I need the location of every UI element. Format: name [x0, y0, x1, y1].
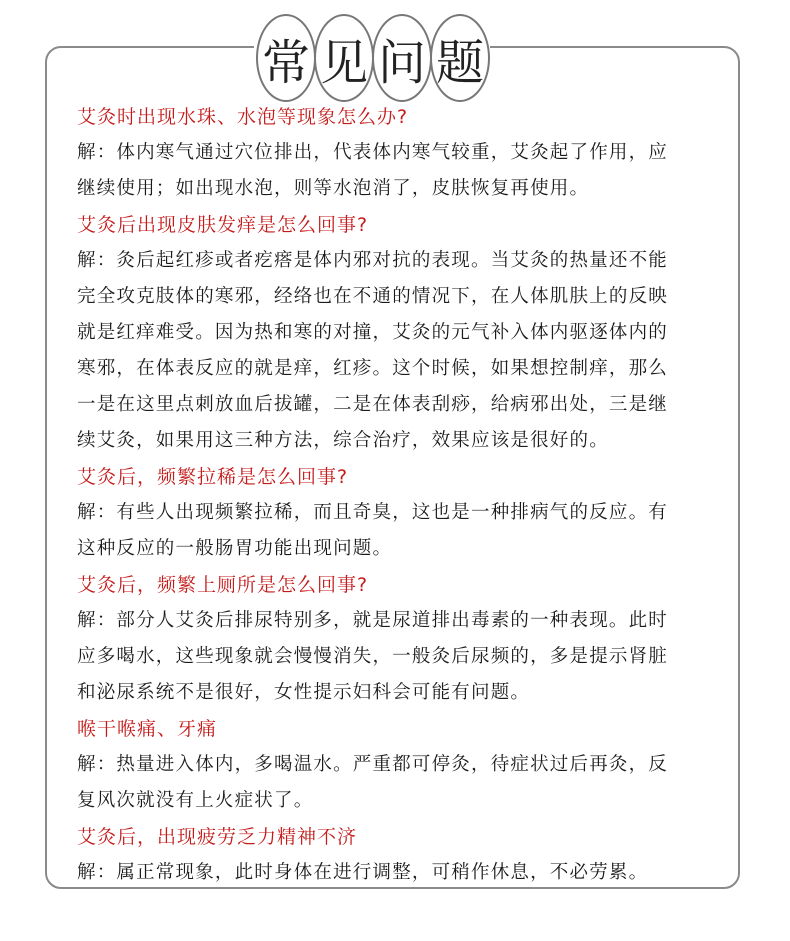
- faq-answer-line: 解：有些人出现频繁拉稀，而且奇臭，这也是一种排病气的反应。有: [77, 502, 669, 523]
- faq-answer-line: 解：热量进入体内，多喝温水。严重都可停灸，待症状过后再灸，反: [77, 754, 669, 775]
- faq-item: [77, 99, 717, 207]
- faq-question: 艾灸时出现水珠、水泡等现象怎么办?: [77, 106, 409, 128]
- faq-answer-line: 和泌尿系统不是很好，女性提示妇科会可能有问题。: [77, 682, 531, 703]
- faq-answer-line: 完全攻克肢体的寒邪，经络也在不通的情况下，在人体肌肤上的反映: [77, 286, 669, 307]
- title-char: 常: [256, 14, 316, 102]
- faq-item: [77, 459, 717, 567]
- faq-list: [77, 99, 717, 891]
- faq-question: 艾灸后出现皮肤发痒是怎么回事?: [77, 214, 369, 236]
- faq-answer-line: 续艾灸，如果用这三种方法，综合治疗，效果应该是很好的。: [77, 430, 609, 451]
- faq-answer-line: 就是红痒难受。因为热和寒的对撞，艾灸的元气补入体内驱逐体内的: [77, 322, 669, 343]
- faq-answer-line: 一是在这里点刺放血后拔罐，二是在体表刮痧，给病邪出处，三是继: [77, 394, 669, 415]
- faq-item: [77, 567, 717, 711]
- faq-answer-line: 解：属正常现象，此时身体在进行调整，可稍作休息，不必劳累。: [77, 862, 649, 883]
- faq-answer-line: 继续使用；如出现水泡，则等水泡消了，皮肤恢复再使用。: [77, 178, 590, 199]
- faq-answer-line: 应多喝水，这些现象就会慢慢消失，一般灸后尿频的，多是提示肾脏: [77, 646, 669, 667]
- faq-answer-line: 复风次就没有上火症状了。: [77, 790, 314, 811]
- faq-answer-line: 解：体内寒气通过穴位排出，代表体内寒气较重，艾灸起了作用，应: [77, 142, 669, 163]
- faq-question: 喉干喉痛、牙痛: [77, 718, 218, 740]
- faq-answer-line: 解：灸后起红疹或者疙瘩是体内邪对抗的表现。当艾灸的热量还不能: [77, 250, 669, 271]
- title-char: 题: [430, 14, 490, 102]
- page-title: [254, 14, 490, 102]
- title-char: 见: [314, 14, 374, 102]
- faq-question: 艾灸后，出现疲劳乏力精神不济: [77, 826, 358, 848]
- faq-item: [77, 711, 717, 819]
- title-char: 问: [372, 14, 432, 102]
- faq-question: 艾灸后，频繁上厕所是怎么回事?: [77, 574, 369, 596]
- faq-question: 艾灸后，频繁拉稀是怎么回事?: [77, 466, 349, 488]
- faq-item: [77, 819, 717, 891]
- faq-answer-line: 这种反应的一般肠胃功能出现问题。: [77, 538, 393, 559]
- faq-answer-line: 解：部分人艾灸后排尿特别多，就是尿道排出毒素的一种表现。此时: [77, 610, 669, 631]
- faq-item: [77, 207, 717, 459]
- faq-answer-line: 寒邪，在体表反应的就是痒，红疹。这个时候，如果想控制痒，那么: [77, 358, 669, 379]
